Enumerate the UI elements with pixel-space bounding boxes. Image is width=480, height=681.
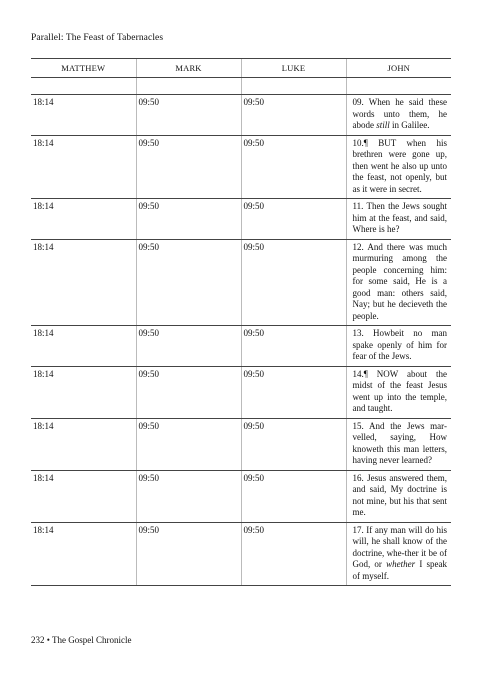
john-verse-text: 10.¶ BUT when his brethren were gone up, then went he also up unto the feast, not openly, but as it were in secret. xyxy=(352,137,447,194)
mark-reference: 09:50 xyxy=(136,95,241,136)
john-verse-text: 12. And there was much murmuring among the people concerning him: for some said, He is a good man: others said, Nay; but he decieveth the people. xyxy=(352,241,447,321)
matthew-reference: 18:14 xyxy=(31,199,136,240)
table-row xyxy=(31,366,451,418)
john-verse xyxy=(346,199,451,240)
parallel-table xyxy=(31,58,451,586)
matthew-reference: 18:14 xyxy=(31,470,136,522)
john-verse-text: 09. When he said these words unto them, he abode xyxy=(352,97,447,130)
john-verse xyxy=(346,418,451,470)
john-verse xyxy=(346,366,451,418)
table-row xyxy=(31,199,451,240)
table-row xyxy=(31,470,451,522)
mark-reference: 09:50 xyxy=(136,199,241,240)
luke-reference: 09:50 xyxy=(241,470,346,522)
luke-reference: 09:50 xyxy=(241,239,346,326)
matthew-reference: 18:14 xyxy=(31,326,136,367)
table-row xyxy=(31,239,451,326)
column-header-matthew: MATTHEW xyxy=(31,59,136,78)
luke-reference: 09:50 xyxy=(241,135,346,199)
luke-reference: 09:50 xyxy=(241,418,346,470)
luke-reference: 09:50 xyxy=(241,366,346,418)
luke-reference: 09:50 xyxy=(241,95,346,136)
page-footer: 232 • The Gospel Chronicle xyxy=(31,635,132,645)
mark-reference: 09:50 xyxy=(136,522,241,586)
john-verse-italic: whether xyxy=(386,559,416,569)
matthew-reference: 18:14 xyxy=(31,522,136,586)
matthew-reference: 18:14 xyxy=(31,95,136,136)
matthew-reference: 18:14 xyxy=(31,366,136,418)
luke-reference: 09:50 xyxy=(241,199,346,240)
john-verse-text-end: in Galilee. xyxy=(389,120,430,130)
john-verse xyxy=(346,326,451,367)
john-verse xyxy=(346,522,451,586)
john-verse-text: 11. Then the Jews sought him at the feast, and said, Where is he? xyxy=(352,201,447,234)
john-verse-text: 17. If any man will do his will, he shall know of the doctrine, whe-ther it be of God, or xyxy=(352,524,447,569)
table-row xyxy=(31,522,451,586)
john-verse-text: 14.¶ NOW about the midst of the feast Jesus went up into the temple, and taught. xyxy=(352,368,447,413)
john-verse xyxy=(346,95,451,136)
mark-reference: 09:50 xyxy=(136,239,241,326)
page-title: Parallel: The Feast of Tabernacles xyxy=(31,33,164,43)
column-header-mark: MARK xyxy=(136,59,241,78)
table-body xyxy=(31,95,451,586)
table-row xyxy=(31,135,451,199)
john-verse-italic: still xyxy=(376,120,390,130)
mark-reference: 09:50 xyxy=(136,470,241,522)
matthew-reference: 18:14 xyxy=(31,239,136,326)
column-header-john: JOHN xyxy=(346,59,451,78)
john-verse-text: 15. And the Jews mar-velled, saying, How knoweth this man letters, having never learned? xyxy=(352,420,447,465)
matthew-reference: 18:14 xyxy=(31,418,136,470)
john-verse xyxy=(346,239,451,326)
mark-reference: 09:50 xyxy=(136,326,241,367)
john-verse xyxy=(346,470,451,522)
john-verse xyxy=(346,135,451,199)
john-verse-text: 13. Howbeit no man spake openly of him for fear of the Jews. xyxy=(352,328,447,361)
mark-reference: 09:50 xyxy=(136,366,241,418)
table-spacer xyxy=(31,78,451,95)
matthew-reference: 18:14 xyxy=(31,135,136,199)
john-verse-text: 16. Jesus answered them, and said, My doctrine is not mine, but his that sent me. xyxy=(352,472,447,517)
table-row xyxy=(31,326,451,367)
luke-reference: 09:50 xyxy=(241,522,346,586)
table-header xyxy=(31,59,451,78)
table-row xyxy=(31,95,451,136)
table-row xyxy=(31,418,451,470)
luke-reference: 09:50 xyxy=(241,326,346,367)
john-verse-text-end: I speak of myself. xyxy=(352,559,447,581)
mark-reference: 09:50 xyxy=(136,135,241,199)
column-header-luke: LUKE xyxy=(241,59,346,78)
mark-reference: 09:50 xyxy=(136,418,241,470)
